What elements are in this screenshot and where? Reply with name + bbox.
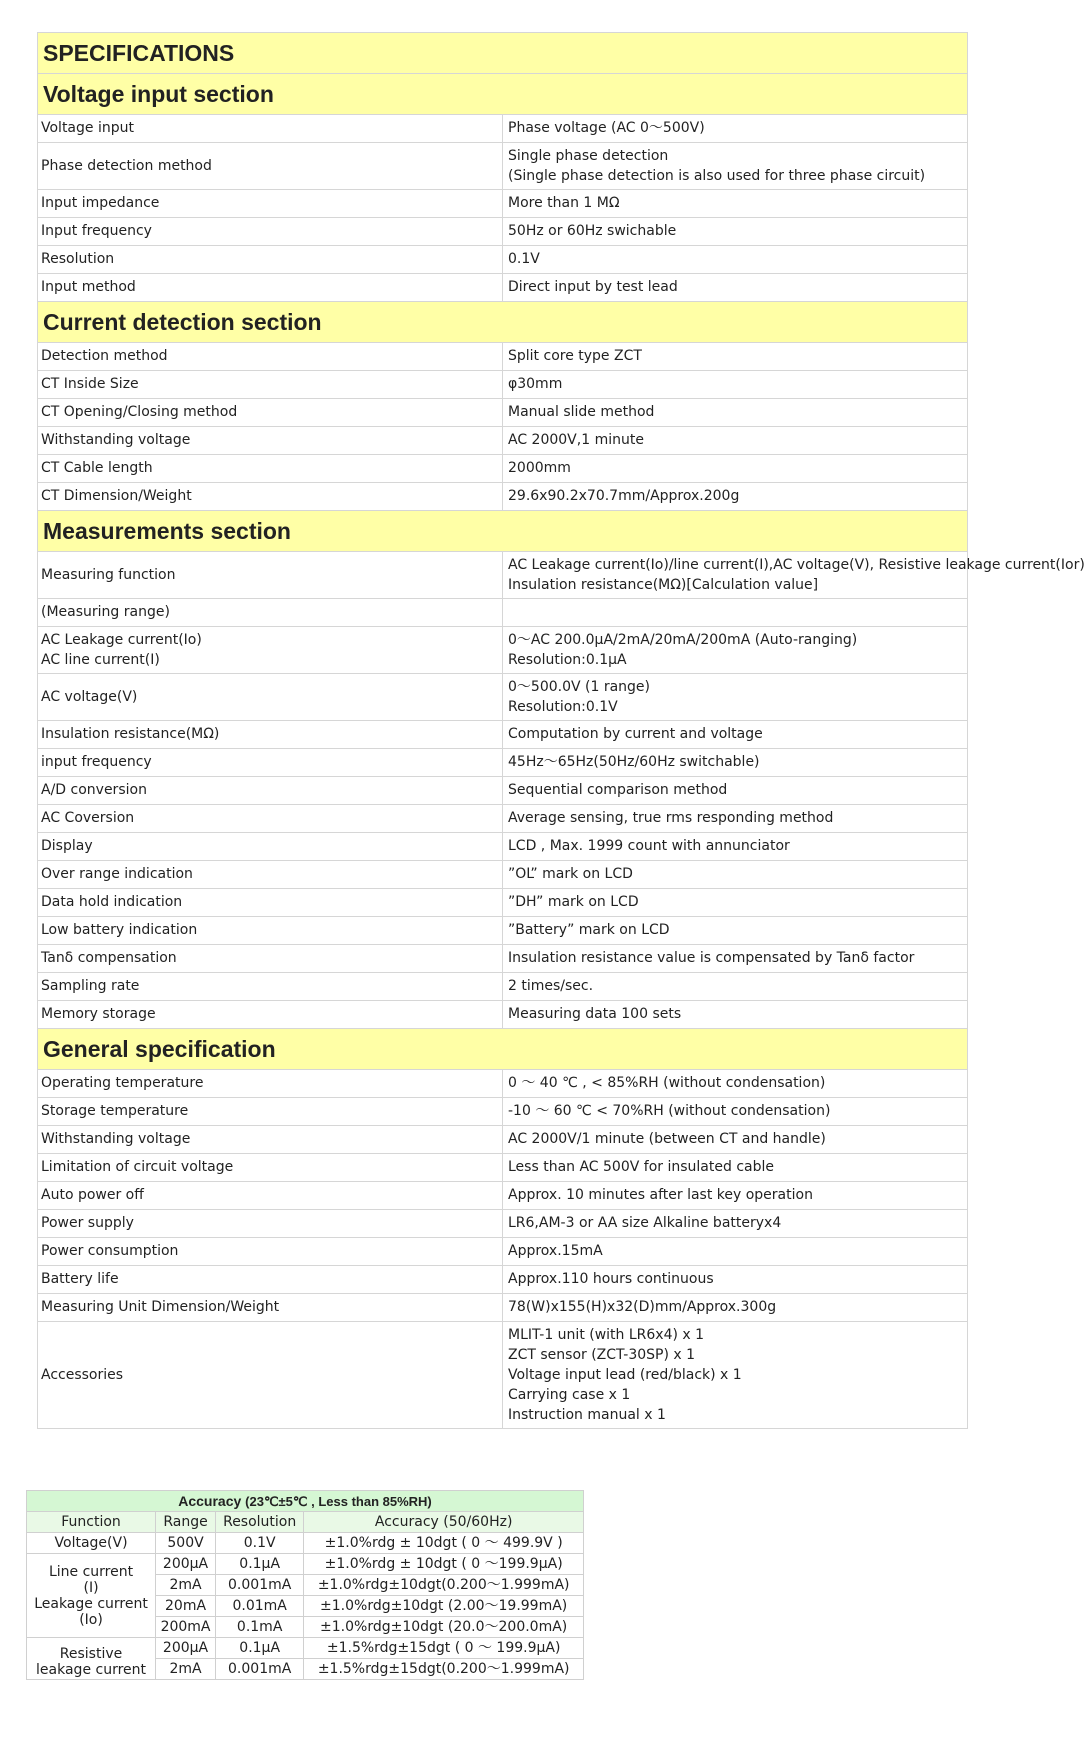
spec-label-text: Data hold indication xyxy=(41,894,183,910)
spec-value xyxy=(503,143,968,190)
spec-value xyxy=(503,246,968,274)
spec-value-line: ZCT sensor (ZCT-30SP) x 1 xyxy=(508,1347,696,1363)
spec-label xyxy=(38,627,503,674)
spec-value xyxy=(503,1210,968,1238)
spec-value-line: Approx. 10 minutes after last key operation xyxy=(508,1187,813,1203)
spec-value-line: Single phase detection xyxy=(508,148,669,164)
spec-value-line: Computation by current and voltage xyxy=(508,726,763,742)
spec-value xyxy=(503,274,968,302)
resistive-function-line: leakage current xyxy=(36,1662,147,1678)
specifications-table xyxy=(37,32,1085,1429)
spec-row xyxy=(38,483,968,511)
spec-row xyxy=(38,805,968,833)
spec-label-text: AC Leakage current(Io) xyxy=(41,632,202,648)
specifications-title-row xyxy=(38,33,968,74)
spec-row xyxy=(38,1070,968,1098)
spec-value-line: Average sensing, true rms responding method xyxy=(508,810,834,826)
current-resolution: 0.1μA xyxy=(216,1554,304,1575)
section-header-row xyxy=(38,302,968,343)
spec-value xyxy=(503,945,968,973)
current-function xyxy=(27,1554,156,1638)
spec-value-line: ”OL” mark on LCD xyxy=(508,866,633,882)
spec-label-text: Power supply xyxy=(41,1215,134,1231)
spec-row xyxy=(38,945,968,973)
spec-label-text: Withstanding voltage xyxy=(41,432,191,448)
current-function-line: (I) xyxy=(83,1579,99,1596)
spec-value-line: ”DH” mark on LCD xyxy=(508,894,639,910)
spec-value xyxy=(503,483,968,511)
spec-label xyxy=(38,399,503,427)
page-bottom-clip xyxy=(0,1692,992,1752)
spec-value-line: -10 ～ 60 ℃ < 70%RH (without condensation) xyxy=(508,1103,831,1119)
spec-value-line: Phase voltage (AC 0～500V) xyxy=(508,120,705,136)
current-accuracy: ±1.0%rdg±10dgt(0.200～1.999mA) xyxy=(304,1575,584,1596)
header-resolution: Resolution xyxy=(216,1512,304,1533)
section-heading: Measurements section xyxy=(38,511,968,552)
spec-row xyxy=(38,1182,968,1210)
spec-label xyxy=(38,889,503,917)
spec-row xyxy=(38,627,968,674)
spec-value xyxy=(503,371,968,399)
spec-label-text: Display xyxy=(41,838,93,854)
spec-value-line: Carrying case x 1 xyxy=(508,1387,631,1403)
spec-value-line: More than 1 MΩ xyxy=(508,195,620,211)
spec-value-line: Insulation resistance(MΩ)[Calculation value] xyxy=(508,577,819,593)
spec-value-line: 0～500.0V (1 range) xyxy=(508,679,651,695)
resistive-accuracy: ±1.5%rdg±15dgt(0.200～1.999mA) xyxy=(304,1659,584,1680)
spec-label-text: Over range indication xyxy=(41,866,193,882)
accuracy-title-row xyxy=(27,1491,584,1512)
spec-row xyxy=(38,917,968,945)
spec-value xyxy=(503,190,968,218)
current-resolution: 0.01mA xyxy=(216,1596,304,1617)
current-resolution: 0.001mA xyxy=(216,1575,304,1596)
spec-value-line: Approx.110 hours continuous xyxy=(508,1271,714,1287)
spec-row xyxy=(38,1210,968,1238)
spec-label-text: A/D conversion xyxy=(41,782,147,798)
spec-row xyxy=(38,777,968,805)
spec-label-text: Storage temperature xyxy=(41,1103,189,1119)
spec-row xyxy=(38,1294,968,1322)
voltage-range: 500V xyxy=(156,1533,216,1554)
current-function-line: Line current xyxy=(48,1563,134,1580)
spec-row xyxy=(38,246,968,274)
spec-row xyxy=(38,399,968,427)
spec-value-line: LR6,AM-3 or AA size Alkaline batteryx4 xyxy=(508,1215,782,1231)
spec-label-text: Voltage input xyxy=(41,120,134,136)
spec-label xyxy=(38,599,503,627)
spec-value-line: AC 2000V/1 minute (between CT and handle) xyxy=(508,1131,826,1147)
accuracy-table xyxy=(26,1490,584,1680)
accuracy-title xyxy=(27,1491,584,1512)
spec-label-text: Accessories xyxy=(41,1367,124,1383)
spec-label-text: Tanδ compensation xyxy=(41,950,177,966)
spec-value-line: 45Hz～65Hz(50Hz/60Hz switchable) xyxy=(508,754,760,770)
accuracy-row-current-0 xyxy=(27,1554,584,1575)
spec-value-line: 78(W)x155(H)x32(D)mm/Approx.300g xyxy=(508,1299,777,1315)
spec-label-text: Input frequency xyxy=(41,223,152,239)
spec-value xyxy=(503,1154,968,1182)
spec-label-text: Limitation of circuit voltage xyxy=(41,1159,234,1175)
spec-label xyxy=(38,777,503,805)
spec-row xyxy=(38,190,968,218)
spec-label xyxy=(38,115,503,143)
spec-label-text: Power consumption xyxy=(41,1243,179,1259)
spec-value-line: (Single phase detection is also used for three phase circuit) xyxy=(508,168,926,184)
spec-label xyxy=(38,973,503,1001)
spec-label-text: CT Dimension/Weight xyxy=(41,488,192,504)
spec-value-line: MLIT-1 unit (with LR6x4) x 1 xyxy=(508,1327,705,1343)
current-range: 200mA xyxy=(156,1617,216,1638)
spec-value xyxy=(503,399,968,427)
spec-value xyxy=(503,889,968,917)
spec-label-text: Phase detection method xyxy=(41,158,212,174)
spec-value-line: Resolution:0.1V xyxy=(508,699,618,715)
spec-label-text: CT Inside Size xyxy=(41,376,139,392)
spec-row xyxy=(38,973,968,1001)
spec-value xyxy=(503,1098,968,1126)
spec-row xyxy=(38,371,968,399)
spec-value xyxy=(503,917,968,945)
spec-label xyxy=(38,1182,503,1210)
spec-label xyxy=(38,861,503,889)
header-function: Function xyxy=(27,1512,156,1533)
accuracy-header-row xyxy=(27,1512,584,1533)
spec-label xyxy=(38,945,503,973)
resistive-range: 200μA xyxy=(156,1638,216,1659)
specifications-title: SPECIFICATIONS xyxy=(38,33,968,74)
section-heading: Voltage input section xyxy=(38,74,968,115)
spec-label xyxy=(38,1210,503,1238)
spec-label xyxy=(38,805,503,833)
current-function-line: (Io) xyxy=(79,1611,103,1628)
spec-value xyxy=(503,343,968,371)
spec-row xyxy=(38,833,968,861)
spec-label-text: Auto power off xyxy=(41,1187,144,1203)
spec-label-text: CT Opening/Closing method xyxy=(41,404,238,420)
spec-label xyxy=(38,1294,503,1322)
spec-label-text: AC Coversion xyxy=(41,810,135,826)
accuracy-title-text: Accuracy xyxy=(178,1492,242,1509)
spec-value xyxy=(503,427,968,455)
spec-row xyxy=(38,1266,968,1294)
spec-row xyxy=(38,1238,968,1266)
spec-label-text: Memory storage xyxy=(41,1006,156,1022)
spec-row xyxy=(38,1154,968,1182)
spec-label-text: Measuring function xyxy=(41,567,176,583)
spec-value-line: AC Leakage current(Io)/line current(I),AC voltage(V), Resistive leakage current(Ior) xyxy=(508,557,1085,573)
spec-value-line: Approx.15mA xyxy=(508,1243,603,1259)
current-function-line: Leakage current xyxy=(34,1595,148,1612)
spec-value-line: 0.1V xyxy=(508,251,540,267)
spec-value-line xyxy=(508,601,964,624)
spec-label-text: Low battery indication xyxy=(41,922,198,938)
spec-row xyxy=(38,1001,968,1029)
section-header-row xyxy=(38,1029,968,1070)
resistive-resolution: 0.1μA xyxy=(216,1638,304,1659)
spec-label xyxy=(38,427,503,455)
spec-label-text: CT Cable length xyxy=(41,460,153,476)
resistive-function xyxy=(27,1638,156,1680)
spec-value xyxy=(503,627,968,674)
spec-value xyxy=(503,674,968,721)
spec-value-line: Insulation resistance value is compensated by Tanδ factor xyxy=(508,950,915,966)
accuracy-row-voltage xyxy=(27,1533,584,1554)
header-accuracy: Accuracy (50/60Hz) xyxy=(304,1512,584,1533)
spec-label xyxy=(38,190,503,218)
spec-value-line: φ30mm xyxy=(508,376,563,392)
spec-row xyxy=(38,343,968,371)
spec-row xyxy=(38,721,968,749)
current-accuracy: ±1.0%rdg±10dgt (2.00～19.99mA) xyxy=(304,1596,584,1617)
spec-value-line: Split core type ZCT xyxy=(508,348,642,364)
voltage-accuracy: ±1.0%rdg ± 10dgt ( 0 ～ 499.9V ) xyxy=(304,1533,584,1554)
spec-label-text: Sampling rate xyxy=(41,978,140,994)
spec-label-text: AC line current(I) xyxy=(41,652,160,668)
spec-value-line: Sequential comparison method xyxy=(508,782,728,798)
spec-value-line: Resolution:0.1μA xyxy=(508,652,627,668)
spec-label xyxy=(38,1266,503,1294)
accuracy-row-resistive-0 xyxy=(27,1638,584,1659)
spec-label-text: AC voltage(V) xyxy=(41,689,138,705)
section-heading: Current detection section xyxy=(38,302,968,343)
spec-value-line: 0 ～ 40 ℃ , < 85%RH (without condensation) xyxy=(508,1075,826,1091)
spec-value xyxy=(503,861,968,889)
spec-label-text: Battery life xyxy=(41,1271,119,1287)
spec-label xyxy=(38,749,503,777)
spec-value xyxy=(503,1070,968,1098)
spec-label xyxy=(38,371,503,399)
section-heading: General specification xyxy=(38,1029,968,1070)
current-resolution: 0.1mA xyxy=(216,1617,304,1638)
section-header-row xyxy=(38,74,968,115)
spec-row xyxy=(38,861,968,889)
spec-value-line: 2 times/sec. xyxy=(508,978,594,994)
spec-value xyxy=(503,552,1085,599)
spec-label xyxy=(38,552,503,599)
spec-label-text: Operating temperature xyxy=(41,1075,204,1091)
spec-label xyxy=(38,674,503,721)
spec-value-line: 2000mm xyxy=(508,460,571,476)
spec-label xyxy=(38,1098,503,1126)
spec-row xyxy=(38,674,968,721)
spec-label xyxy=(38,246,503,274)
spec-row xyxy=(38,599,968,627)
header-range: Range xyxy=(156,1512,216,1533)
spec-label-text: Withstanding voltage xyxy=(41,1131,191,1147)
spec-row xyxy=(38,1126,968,1154)
spec-label xyxy=(38,917,503,945)
spec-row xyxy=(38,889,968,917)
spec-label xyxy=(38,721,503,749)
section-header-row xyxy=(38,511,968,552)
spec-value-line: 50Hz or 60Hz swichable xyxy=(508,223,677,239)
current-range: 200μA xyxy=(156,1554,216,1575)
spec-label-text: Insulation resistance(MΩ) xyxy=(41,726,220,742)
spec-value-line: Measuring data 100 sets xyxy=(508,1006,682,1022)
current-accuracy: ±1.0%rdg±10dgt (20.0～200.0mA) xyxy=(304,1617,584,1638)
spec-value xyxy=(503,833,968,861)
spec-value xyxy=(503,777,968,805)
spec-row xyxy=(38,115,968,143)
spec-value xyxy=(503,1266,968,1294)
accuracy-condition: (23℃±5℃ , Less than 85%RH) xyxy=(245,1493,432,1509)
spec-label xyxy=(38,1070,503,1098)
voltage-resolution: 0.1V xyxy=(216,1533,304,1554)
spec-label-text: input frequency xyxy=(41,754,152,770)
spec-row xyxy=(38,749,968,777)
spec-value xyxy=(503,599,968,627)
spec-label-text: Input method xyxy=(41,279,136,295)
spec-label xyxy=(38,1238,503,1266)
spec-label-text: Resolution xyxy=(41,251,115,267)
spec-value xyxy=(503,721,968,749)
spec-value xyxy=(503,749,968,777)
spec-value xyxy=(503,115,968,143)
spec-value-line: Manual slide method xyxy=(508,404,655,420)
spec-row xyxy=(38,455,968,483)
spec-value xyxy=(503,1294,968,1322)
current-range: 2mA xyxy=(156,1575,216,1596)
spec-label xyxy=(38,274,503,302)
spec-row xyxy=(38,427,968,455)
resistive-range: 2mA xyxy=(156,1659,216,1680)
current-range: 20mA xyxy=(156,1596,216,1617)
spec-value-line: Voltage input lead (red/black) x 1 xyxy=(508,1367,742,1383)
voltage-function: Voltage(V) xyxy=(27,1533,156,1554)
spec-label-text: Detection method xyxy=(41,348,168,364)
spec-row xyxy=(38,143,968,190)
spec-row xyxy=(38,274,968,302)
spec-value-line: ”Battery” mark on LCD xyxy=(508,922,670,938)
spec-value xyxy=(503,1126,968,1154)
spec-label-text: (Measuring range) xyxy=(41,604,170,620)
spec-label xyxy=(38,1126,503,1154)
spec-value-line: AC 2000V,1 minute xyxy=(508,432,644,448)
spec-value xyxy=(503,1001,968,1029)
spec-value xyxy=(503,805,968,833)
spec-label xyxy=(38,143,503,190)
spec-value-line: Instruction manual x 1 xyxy=(508,1407,666,1423)
resistive-function-line: Resistive xyxy=(59,1646,123,1662)
spec-row xyxy=(38,552,968,599)
spec-value-line: 0～AC 200.0μA/2mA/20mA/200mA (Auto-ranging) xyxy=(508,632,858,648)
spec-value-line: LCD , Max. 1999 count with annunciator xyxy=(508,838,790,854)
current-accuracy: ±1.0%rdg ± 10dgt ( 0 ～199.9μA) xyxy=(304,1554,584,1575)
spec-value-line: Less than AC 500V for insulated cable xyxy=(508,1159,774,1175)
spec-label xyxy=(38,218,503,246)
resistive-accuracy: ±1.5%rdg±15dgt ( 0 ～ 199.9μA) xyxy=(304,1638,584,1659)
spec-label xyxy=(38,343,503,371)
spec-label xyxy=(38,483,503,511)
spec-label-text: Measuring Unit Dimension/Weight xyxy=(41,1299,280,1315)
spec-value xyxy=(503,1238,968,1266)
spec-label xyxy=(38,1154,503,1182)
spec-label xyxy=(38,833,503,861)
spec-value xyxy=(503,973,968,1001)
resistive-resolution: 0.001mA xyxy=(216,1659,304,1680)
spec-value-line: Direct input by test lead xyxy=(508,279,678,295)
spec-value-line: 29.6x90.2x70.7mm/Approx.200g xyxy=(508,488,740,504)
spec-value xyxy=(503,1322,968,1429)
spec-value xyxy=(503,455,968,483)
spec-value xyxy=(503,218,968,246)
spec-label xyxy=(38,455,503,483)
spec-label-text: Input impedance xyxy=(41,195,160,211)
spec-row xyxy=(38,218,968,246)
spec-label xyxy=(38,1001,503,1029)
spec-label xyxy=(38,1322,503,1429)
spec-value xyxy=(503,1182,968,1210)
spec-row xyxy=(38,1098,968,1126)
spec-row xyxy=(38,1322,968,1429)
